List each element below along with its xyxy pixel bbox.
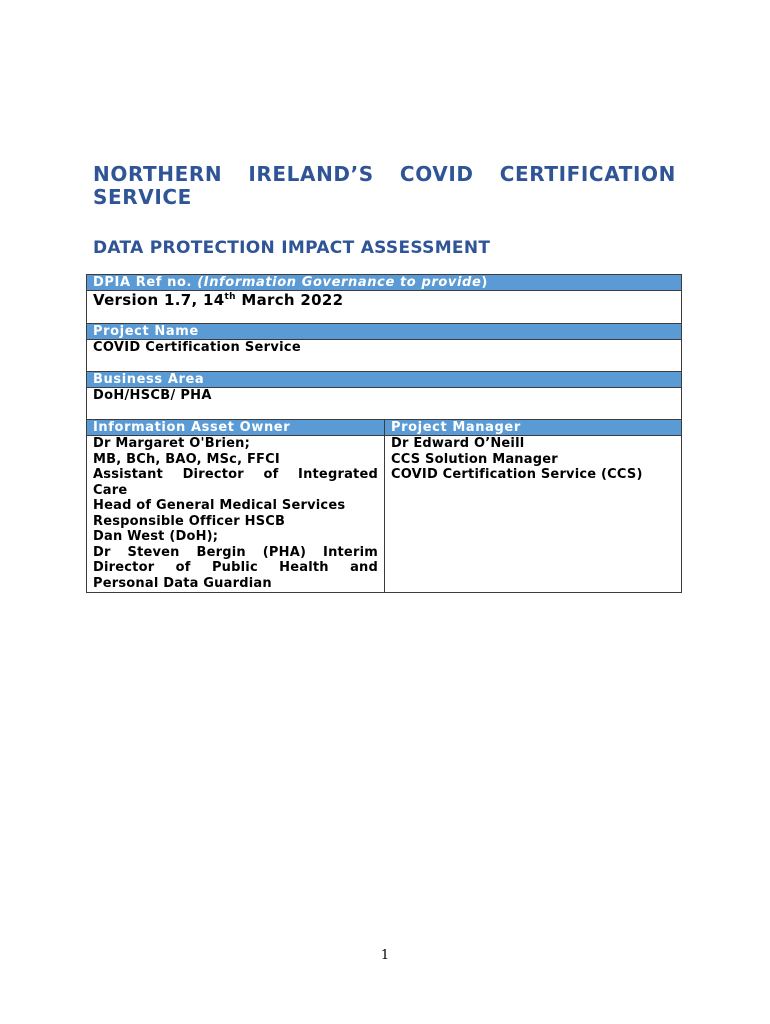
manager-line: Dr Edward O’Neill xyxy=(391,436,525,451)
business-area-header: Business Area xyxy=(87,372,681,388)
version-value xyxy=(87,291,681,309)
dpia-ref-box xyxy=(86,274,682,325)
asset-owner-header: Information Asset Owner xyxy=(87,420,384,436)
business-area-box xyxy=(86,371,682,421)
owner-line: Dr Margaret O'Brien; xyxy=(93,436,250,451)
title-word: COVID xyxy=(399,162,474,186)
manager-line: COVID Certification Service (CCS) xyxy=(391,467,643,482)
word: Health xyxy=(279,560,329,575)
dpia-ref-header xyxy=(87,275,681,291)
version-suffix: March 2022 xyxy=(235,291,344,309)
business-area-value: DoH/HSCB/ PHA xyxy=(93,388,212,403)
word: Interim xyxy=(323,544,378,560)
title-word: IRELAND’S xyxy=(248,162,374,186)
document-title xyxy=(93,163,676,209)
project-name-value: COVID Certification Service xyxy=(93,340,302,355)
project-manager-column xyxy=(385,420,681,592)
asset-owner-column xyxy=(87,420,385,592)
word: Steven xyxy=(127,544,180,560)
version-prefix: Version 1.7, 14 xyxy=(93,291,225,309)
word: (PHA) xyxy=(262,544,307,560)
dpia-ref-label: DPIA Ref no. xyxy=(93,275,193,290)
title-word: CERTIFICATION xyxy=(499,162,676,186)
dpia-ref-note: (Information Governance to provide xyxy=(197,275,482,290)
project-manager-header: Project Manager xyxy=(385,420,681,436)
word: Director xyxy=(182,467,244,482)
manager-line: CCS Solution Manager xyxy=(391,451,558,467)
title-line-1 xyxy=(93,163,676,186)
owner-line: Care xyxy=(93,482,128,498)
word: Integrated xyxy=(298,467,378,482)
owner-justified-line xyxy=(93,545,378,561)
project-name-box xyxy=(86,323,682,373)
owner-line: Personal Data Guardian xyxy=(93,575,272,591)
word: Bergin xyxy=(196,544,246,560)
word: Public xyxy=(211,560,258,575)
asset-owner-body xyxy=(87,436,384,591)
word: Director xyxy=(93,560,155,575)
word: of xyxy=(175,560,191,575)
dpia-ref-close: ) xyxy=(481,275,488,290)
word: Dr xyxy=(93,544,111,560)
project-name-header: Project Name xyxy=(87,324,681,340)
word: and xyxy=(350,560,378,575)
title-line-2: SERVICE xyxy=(93,185,192,209)
document-subtitle: DATA PROTECTION IMPACT ASSESSMENT xyxy=(93,238,491,258)
title-word: NORTHERN xyxy=(93,162,223,186)
version-sup: th xyxy=(224,292,236,302)
owner-justified-line xyxy=(93,467,378,483)
word: of xyxy=(263,467,279,482)
owner-line: MB, BCh, BAO, MSc, FFCI xyxy=(93,451,280,467)
owner-line: Dan West (DoH); xyxy=(93,529,219,544)
word: Assistant xyxy=(93,467,163,482)
owner-manager-box xyxy=(86,419,682,593)
owner-line: Head of General Medical Services xyxy=(93,498,346,513)
page-number: 1 xyxy=(380,948,390,963)
project-manager-body xyxy=(385,436,681,483)
owner-justified-line xyxy=(93,560,378,576)
owner-line: Responsible Officer HSCB xyxy=(93,513,286,529)
